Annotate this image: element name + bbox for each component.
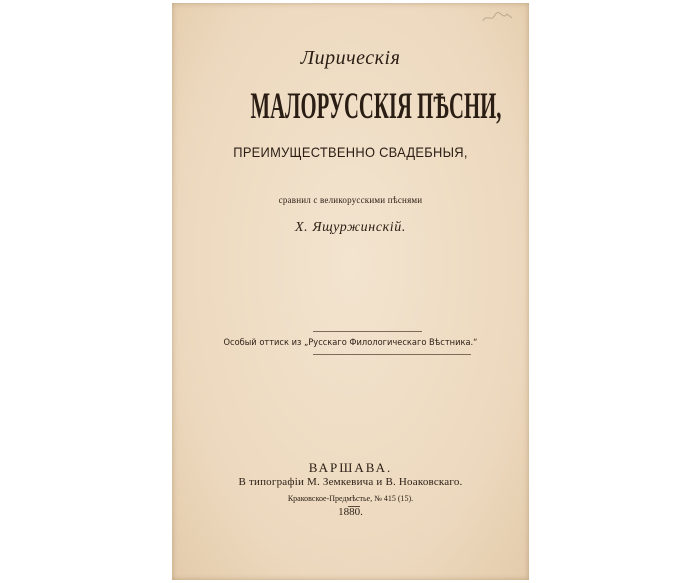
imprint-year: 1880. (338, 506, 363, 518)
author-name: Х. Ящуржинскій. (295, 220, 406, 235)
divider-bottom (313, 354, 471, 355)
offprint-note: Особый оттиск из „Русскаго Филологическаго Вѣстника.“ (223, 338, 478, 348)
subtitle: ПРЕИМУЩЕСТВЕННО СВАДЕБНЫЯ, (233, 144, 468, 160)
imprint-address: Краковское-Предмѣстье, № 415 (15). (287, 494, 414, 503)
imprint-printer: В типографіи М. Земкевича и В. Ноаковскаго. (238, 476, 463, 488)
imprint-city: ВАРШАВА. (308, 460, 393, 475)
divider-top (313, 331, 422, 332)
title-page (172, 3, 529, 580)
comparison-note: сравнил с великорусскими пѣснями (278, 195, 423, 205)
pencil-annotation-mark (481, 9, 515, 27)
title-line-lyrical: Лирическія (300, 47, 401, 69)
main-title: МАЛОРУССКІЯ ПѢСНИ, (250, 86, 502, 127)
